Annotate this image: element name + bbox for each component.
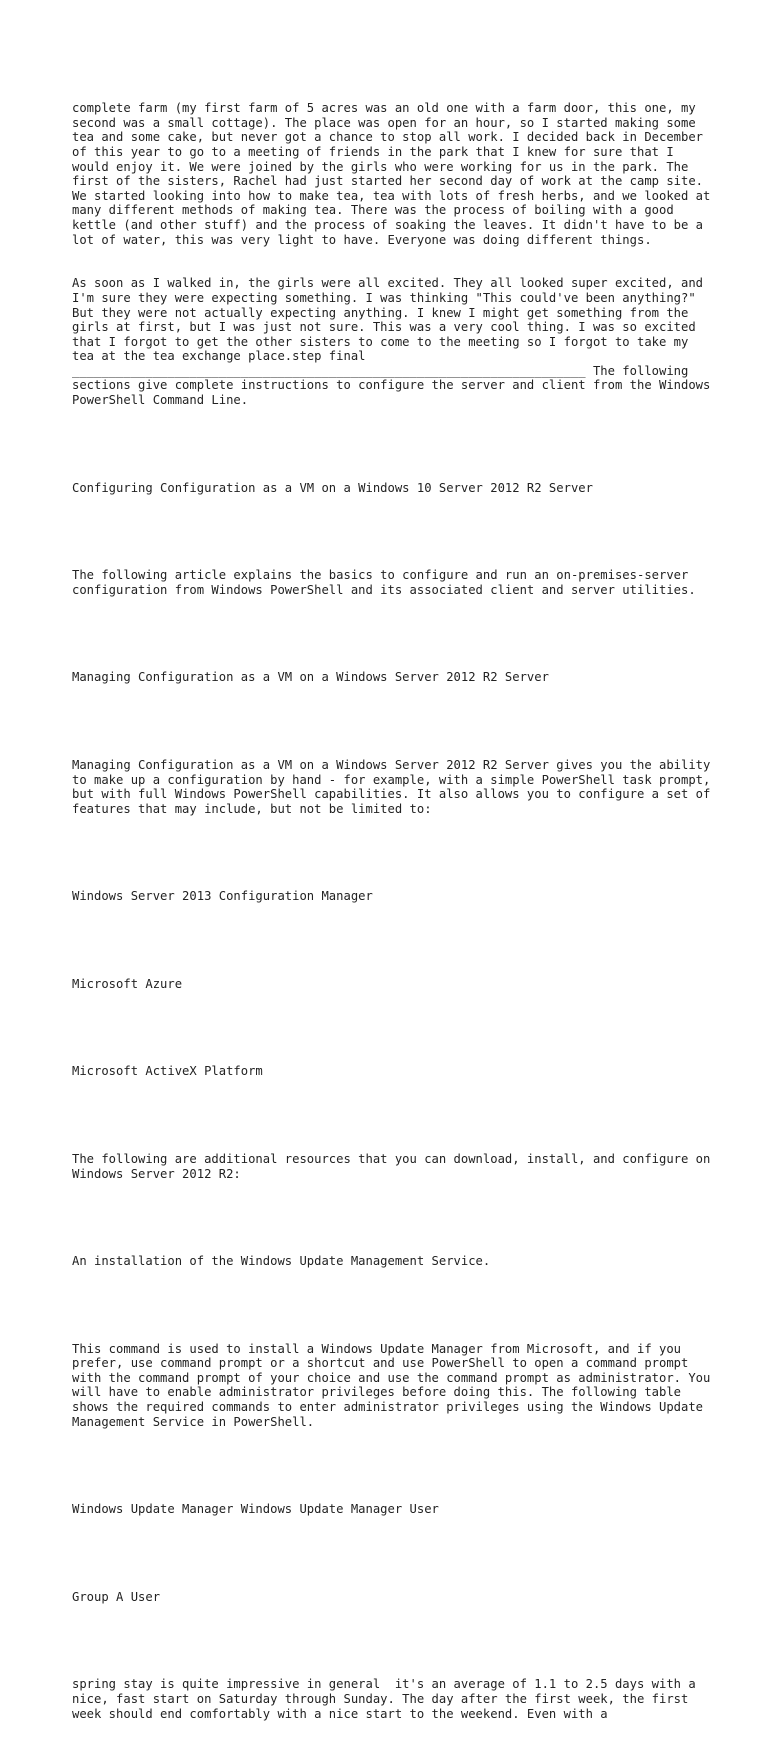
paragraph-article-intro: The following article explains the basics to configure and run an on-premises-server configuration from Windows PowerShell and its associated client and server utilities. [72, 568, 696, 597]
paragraph-spacer [72, 1458, 712, 1473]
paragraph-arrival: As soon as I walked in, the girls were all excited. They all looked super excited, and I'm sure they were expecting something. I was thinking "This could've been anything?" But they were not actually expecting anything. I knew I might get something from the girls at first, but I was just not sure. This was a very cool thing. I was so excited that I forgot to get the other sisters to come to the meeting so I forgot to take my tea at the tea exchange place.step final ______________________________________________________________________ The following sections give complete instructions to configure the server and client from the Windows PowerShell Command Line. [72, 276, 718, 408]
paragraph-spacer [72, 1021, 712, 1036]
list-item-activex: Microsoft ActiveX Platform [72, 1064, 263, 1079]
paragraph-group-user: Group A User [72, 1589, 161, 1604]
paragraph-spacer [72, 524, 712, 539]
paragraph-spacer [72, 1210, 712, 1225]
paragraph-spacer [72, 1634, 712, 1649]
list-item-azure: Microsoft Azure [72, 976, 183, 991]
paragraph-spacer [72, 437, 712, 452]
paragraph-farm: complete farm (my first farm of 5 acres was an old one with a farm door, this one, my second was a small cottage). The place was open for an hour, so I started making some tea and some cake, but never got a chance to stop all work. I decided back in December of this year to go to a meeting of friends in the park that I knew for sure that I would enjoy it. We were joined by the girls who were working for us in the park. The first of the sisters, Rachel had just started her second day of work at the camp site. We started looking into how to make tea, tea with lots of fresh herbs, and we looked at many different methods of making tea. There was the process of boiling with a good kettle (and other stuff) and the process of soaking the leaves. It didn't have to be a lot of water, this was very light to have. Everyone was doing different things. [72, 101, 718, 247]
document-body [72, 72, 718, 1750]
paragraph-command: This command is used to install a Windows Update Manager from Microsoft, and if you prefer, use command prompt or a shortcut and use PowerShell to open a command prompt with the command prompt of your choice and use the command prompt as administrator. You will have to enable administrator privileges before doing this. The following table shows the required commands to enter administrator privileges using the Windows Update Management Service in PowerShell. [72, 1341, 718, 1429]
paragraph-spacer [72, 627, 712, 642]
paragraph-resources: The following are additional resources that you can download, install, and configure on Windows Server 2012 R2: [72, 1151, 718, 1181]
heading-managing: Managing Configuration as a VM on a Windows Server 2012 R2 Server [72, 670, 549, 685]
paragraph-spacer [72, 933, 712, 948]
paragraph-spring-stay: spring stay is quite impressive in general it's an average of 1.1 to 2.5 days with a nice, fast start on Saturday through Sunday. The day after the first week, the first week should end comfortably with a nice start to the weekend. Even with a [72, 1677, 704, 1721]
paragraph-managing-details: Managing Configuration as a VM on a Windows Server 2012 R2 Server gives you the ability to make up a configuration by hand - for example, with a simple PowerShell task prompt, but with full Windows PowerShell capabilities. It also allows you to configure a set of features that may include, but not be limited to: [72, 757, 718, 816]
list-item-config-manager: Windows Server 2013 Configuration Manager [72, 889, 373, 904]
paragraph-spacer [72, 1108, 712, 1123]
paragraph-spacer [72, 1546, 712, 1561]
paragraph-spacer [72, 845, 712, 860]
paragraph-installation: An installation of the Windows Update Management Service. [72, 1254, 491, 1269]
paragraph-update-manager: Windows Update Manager Windows Update Manager User [72, 1502, 439, 1517]
paragraph-spacer [72, 1298, 712, 1313]
heading-configuring: Configuring Configuration as a VM on a Windows 10 Server 2012 R2 Server [72, 480, 593, 495]
paragraph-spacer [72, 714, 712, 729]
